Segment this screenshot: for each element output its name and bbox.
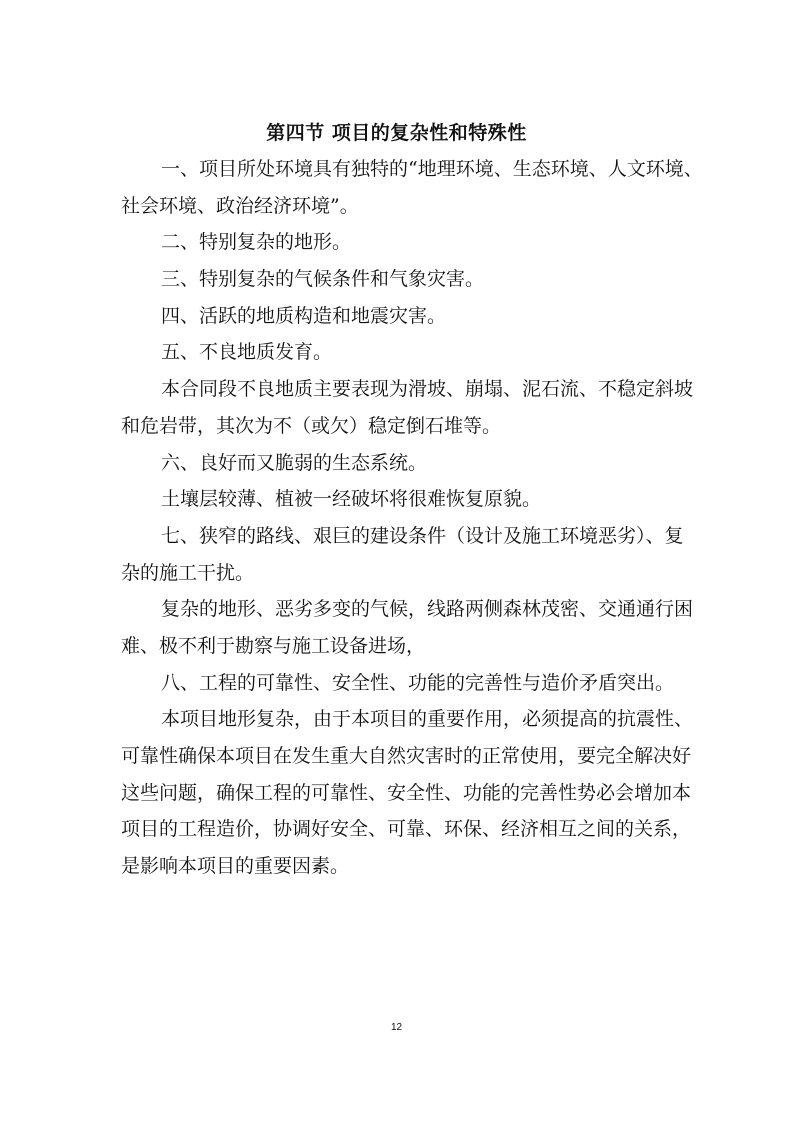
paragraph-line: 是影响本项目的重要因素。 [121,855,350,878]
paragraph [121,224,678,261]
paragraph-line: 复杂的地形、恶劣多变的气候，线路两侧森林茂密、交通通行困 [161,598,694,621]
paragraph [121,445,678,482]
paragraph-line: 和危岩带，其次为不（或欠）稳定倒石堆等。 [121,414,502,437]
paragraph-line: 社会环境、政治经济环境”。 [121,194,359,217]
paragraph [121,518,684,591]
paragraph [121,151,703,224]
paragraph [121,261,678,298]
document-body [121,151,703,885]
paragraph-line: 二、特别复杂的地形。 [161,231,352,254]
paragraph-line: 可靠性确保本项目在发生重大自然灾害时的正常使用，要完全解决好 [121,745,692,767]
paragraph-line: 三、特别复杂的气候条件和气象灾害。 [161,268,485,291]
paragraph-line: 六、良好而又脆弱的生态系统。 [161,451,428,474]
paragraph [121,481,678,518]
paragraph-line: 难、极不利于勘察与施工设备进场， [121,634,426,657]
paragraph-line: 本项目地形复杂，由于本项目的重要作用，必须提高的抗震性、 [161,708,694,731]
paragraph-line: 七、狭窄的路线、艰巨的建设条件（设计及施工环境恶劣）、复 [161,524,684,547]
paragraph [121,298,678,335]
paragraph-line: 这些问题，确保工程的可靠性、安全性、功能的完善性势必会增加本 [121,781,692,804]
paragraph-line: 杂的施工干扰。 [121,561,255,584]
paragraph-line: 四、活跃的地质构造和地震灾害。 [161,304,447,327]
page-number: 12 [390,1022,403,1033]
paragraph-line: 土壤层较薄、植被一经破坏将很难恢复原貌。 [161,488,542,511]
paragraph-line: 五、不良地质发育。 [161,341,333,364]
paragraph [121,334,678,371]
paragraph [121,701,694,884]
paragraph [121,665,678,702]
section-title: 第四节 项目的复杂性和特殊性 [266,122,527,144]
paragraph-line: 八、工程的可靠性、安全性、功能的完善性与造价矛盾突出。 [161,671,675,694]
paragraph [121,371,694,444]
paragraph [121,591,694,664]
paragraph-line: 项目的工程造价，协调好安全、可靠、环保、经济相互之间的关系， [121,818,692,841]
paragraph-line: 本合同段不良地质主要表现为滑坡、崩塌、泥石流、不稳定斜坡 [161,378,694,401]
paragraph-line: 一、项目所处环境具有独特的“地理环境、生态环境、人文环境、 [161,158,703,180]
